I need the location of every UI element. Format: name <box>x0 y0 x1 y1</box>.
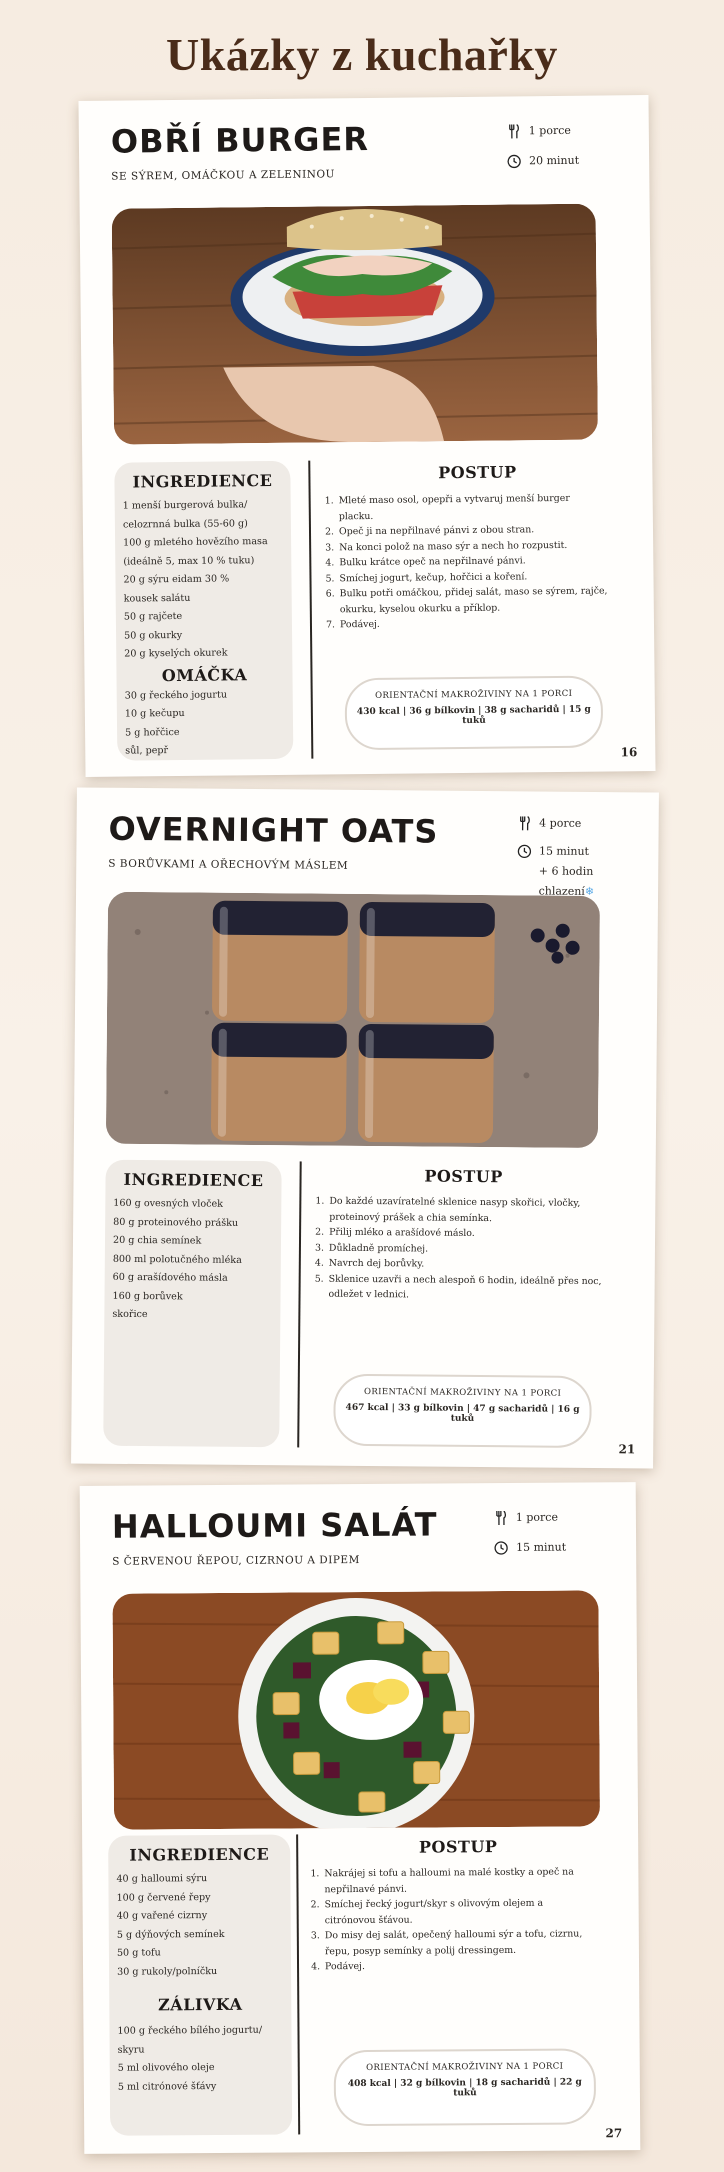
divider <box>296 1834 300 2134</box>
page-number: 21 <box>618 1442 636 1457</box>
list-item: 1. Nakrájej si tofu a halloumi na malé kostky a opeč na nepřilnavé pánvi. <box>322 1864 592 1897</box>
servings: 1 porce <box>528 123 571 138</box>
page-number: 16 <box>620 745 638 760</box>
list-item: 50 g rajčete <box>123 610 183 623</box>
list-item: 5 g hořčice <box>125 726 180 739</box>
list-item: 30 g rukoly/polníčku <box>117 1965 218 1978</box>
cutlery-icon <box>494 1511 508 1525</box>
snowflake-icon: ❄ <box>584 884 595 898</box>
list-item: 4. Navrch dej borůvky. <box>327 1256 603 1274</box>
list-item: 3. Důkladně promíchej. <box>327 1240 603 1258</box>
burger-photo <box>112 204 598 445</box>
ingredients-list <box>108 1869 291 1981</box>
recipe-meta <box>494 1503 566 1564</box>
list-item: 6. Bulku potři omáčkou, přidej salát, maso se sýrem, rajče, okurku, kyselou okurku a příklop. <box>338 583 608 617</box>
list-item: skořice <box>112 1308 148 1321</box>
list-item: kousek salátu <box>123 592 191 605</box>
clock-icon <box>517 844 531 858</box>
list-item: 2. Opeč ji na nepřilnavé pánvi z obou stran. <box>337 521 607 539</box>
clock-icon <box>507 154 521 168</box>
ingredients-heading: INGREDIENCE <box>132 470 273 492</box>
list-item: 4. Podávej. <box>323 1957 593 1974</box>
sauce-heading: OMÁČKA <box>161 664 248 685</box>
prep-time: 15 minut <box>538 844 590 858</box>
list-item: 60 g arašídového másla <box>112 1271 228 1284</box>
recipe-meta <box>507 116 580 177</box>
list-item: 5 ml olivového oleje <box>117 2062 215 2074</box>
recipe-title: OBŘÍ BURGER <box>110 119 370 161</box>
list-item: 100 g červené řepy <box>116 1891 211 1904</box>
macros-values: 408 kcal | 32 g bílkovin | 18 g sacharidů | 22 g tuků <box>347 2077 582 2099</box>
chill-label: chlazení <box>538 884 585 898</box>
ingredients-box <box>108 1834 292 2135</box>
list-item: 5 g dýňových semínek <box>116 1928 225 1941</box>
list-item: 100 g mletého hovězího masa <box>123 536 268 549</box>
ingredients-box <box>103 1160 281 1448</box>
method-heading: POSTUP <box>438 462 517 483</box>
list-item: 20 g chia semínek <box>112 1234 202 1247</box>
ingredients-list <box>104 1195 281 1326</box>
dressing-list <box>109 2021 292 2096</box>
macros-heading: ORIENTAČNÍ MAKROŽIVINY NA 1 PORCI <box>366 2061 564 2073</box>
recipe-page-oats <box>71 787 659 1468</box>
ingredients-heading: INGREDIENCE <box>129 1844 270 1865</box>
prep-time: 20 minut <box>529 153 580 168</box>
method-steps <box>308 1864 593 1974</box>
list-item: 1 menší burgerová bulka/ <box>122 499 248 512</box>
list-item: 50 g tofu <box>116 1947 161 1959</box>
list-item: (ideálně 5, max 10 % tuku) <box>123 554 255 568</box>
list-item: 50 g okurky <box>124 629 183 642</box>
list-item: 20 g sýru eidam 30 % <box>123 573 230 586</box>
divider <box>308 461 313 759</box>
dressing-heading: ZÁLIVKA <box>158 1994 243 2015</box>
method-steps <box>323 490 608 632</box>
macros-heading: ORIENTAČNÍ MAKROŽIVINY NA 1 PORCI <box>363 1387 562 1399</box>
cutlery-icon <box>517 816 531 830</box>
list-item: 3. Do misy dej salát, opečený halloumi sýr a tofu, cizrnu, řepu, posyp semínky a polij dressingem. <box>323 1926 593 1959</box>
macros-heading: ORIENTAČNÍ MAKROŽIVINY NA 1 PORCI <box>374 688 573 701</box>
recipe-subtitle: S BORŮVKAMI A OŘECHOVÝM MÁSLEM <box>108 857 349 872</box>
clock-icon <box>494 1541 508 1555</box>
recipe-meta <box>517 813 595 902</box>
list-item: 20 g kyselých okurek <box>124 647 228 660</box>
list-item: 40 g vařené cizrny <box>116 1910 208 1922</box>
list-item: 100 g řeckého bílého jogurtu/ <box>117 2024 263 2037</box>
list-item: sůl, pepř <box>125 745 169 757</box>
ingredients-list <box>115 496 293 664</box>
list-item: 80 g proteinového prášku <box>113 1216 239 1229</box>
recipe-subtitle: S ČERVENOU ŘEPOU, CIZRNOU A DIPEM <box>112 1553 360 1568</box>
list-item: 5. Smíchej jogurt, kečup, hořčici a koření. <box>337 568 607 586</box>
prep-time: 15 minut <box>516 1540 567 1554</box>
oats-photo <box>106 892 600 1148</box>
sauce-list <box>117 685 294 761</box>
list-item: 1. Do každé uzavíratelné sklenice nasyp skořici, vločky, proteinový prášek a chia semínka. <box>327 1194 603 1227</box>
list-item: 5 ml citrónové šťávy <box>117 2080 217 2093</box>
chill-time: + 6 hodin <box>538 864 594 878</box>
list-item: 160 g ovesných vloček <box>113 1197 224 1210</box>
book-title: Ukázky z kuchařky <box>166 29 558 80</box>
list-item: 10 g kečupu <box>124 707 185 720</box>
macros-box <box>345 676 604 751</box>
recipe-page-halloumi <box>80 1482 641 2154</box>
list-item: 5. Sklenice uzavři a nech alespoň 6 hodin, ideálně přes noc, odležet v lednici. <box>326 1271 602 1304</box>
list-item: 2. Smíchej řecký jogurt/skyr s olivovým olejem a citrónovou šťávou. <box>323 1895 593 1928</box>
list-item: 30 g řeckého jogurtu <box>124 688 228 702</box>
list-item: 2. Přilij mléko a arašídové máslo. <box>327 1225 603 1243</box>
list-item: 1. Mleté maso osol, opepři a vytvaruj menší burger placku. <box>337 490 607 524</box>
ingredients-box <box>114 461 293 761</box>
recipe-page-burger <box>78 95 655 777</box>
divider <box>297 1161 301 1447</box>
list-item: skyru <box>117 2044 145 2056</box>
list-item: 40 g halloumi sýru <box>116 1873 208 1885</box>
method-heading: POSTUP <box>424 1166 503 1187</box>
servings: 4 porce <box>539 816 582 830</box>
method-heading: POSTUP <box>418 1837 498 1857</box>
list-item: 3. Na konci polož na maso sýr a nech ho rozpustit. <box>337 537 607 555</box>
servings: 1 porce <box>515 1510 558 1524</box>
recipe-title: OVERNIGHT OATS <box>108 809 439 851</box>
list-item: 7. Podávej. <box>338 614 608 632</box>
method-steps <box>312 1194 603 1305</box>
cutlery-icon <box>507 124 521 138</box>
ingredients-heading: INGREDIENCE <box>123 1169 264 1191</box>
list-item: 800 ml polotučného mléka <box>112 1253 242 1266</box>
salad-photo <box>112 1590 600 1829</box>
macros-box <box>334 2048 597 2126</box>
page-number: 27 <box>605 2126 623 2141</box>
macros-box <box>333 1374 592 1448</box>
recipe-subtitle: SE SÝREM, OMÁČKOU A ZELENINOU <box>111 168 335 183</box>
list-item: 160 g borůvek <box>112 1290 183 1302</box>
recipe-title: HALLOUMI SALÁT <box>111 1505 438 1546</box>
macros-values: 467 kcal | 33 g bílkovin | 47 g sacharidů | 16 g tuků <box>345 1402 580 1424</box>
list-item: celozrnná bulka (55-60 g) <box>122 517 248 531</box>
macros-values: 430 kcal | 36 g bílkovin | 38 g sacharidů | 15 g tuků <box>356 704 591 727</box>
list-item: 4. Bulku krátce opeč na nepřilnavé pánvi. <box>337 552 607 570</box>
